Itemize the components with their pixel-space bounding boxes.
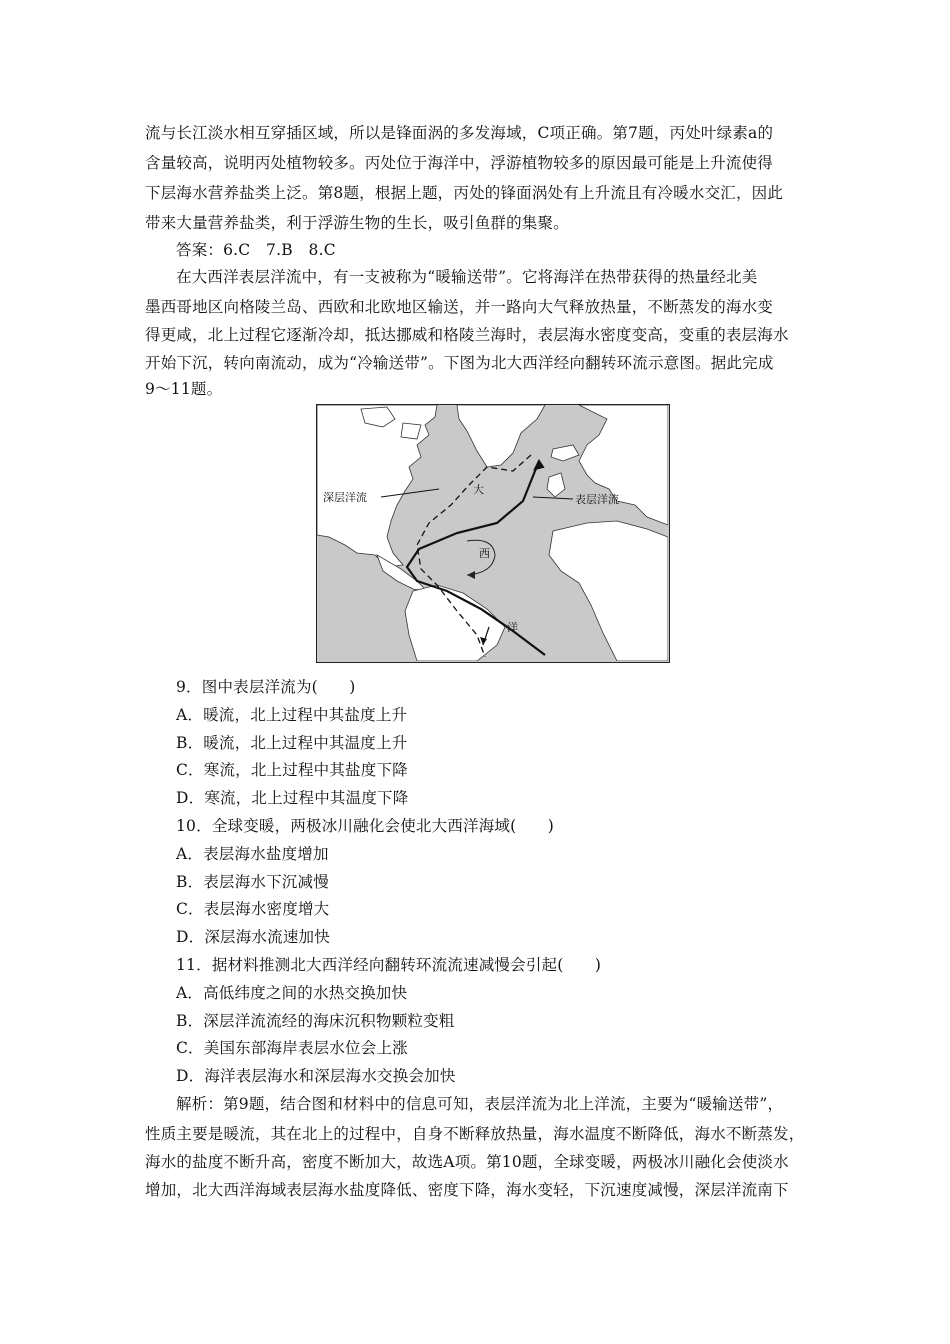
analysis-line: 性质主要是暖流，其在北上的过程中，自身不断释放热量，海水温度不断降低，海水不断蒸发， <box>145 1125 805 1143</box>
question-stem: 10．全球变暖，两极冰川融化会使北大西洋海域( ) <box>176 817 555 835</box>
option-item: B．表层海水下沉减慢 <box>176 873 329 891</box>
option-item: D．深层海水流速加快 <box>176 928 330 946</box>
option-item: C．寒流，北上过程中其盐度下降 <box>176 761 408 779</box>
analysis-line: 海水的盐度不断升高，密度不断加大，故选A项。第10题，全球变暖，两极冰川融化会使淡水 <box>145 1153 789 1171</box>
text-line: 带来大量营养盐类，利于浮游生物的生长，吸引鱼群的集聚。 <box>145 214 569 232</box>
material-line: 在大西洋表层洋流中，有一支被称为“暖输送带”。它将海洋在热带获得的热量经北美 <box>176 268 758 286</box>
ocean-label-da: 大 <box>473 483 484 496</box>
analysis-line: 增加，北大西洋海域表层海水盐度降低、密度下降，海水变轻，下沉速度减慢，深层洋流南下 <box>145 1181 789 1199</box>
option-item: B．深层洋流流经的海床沉积物颗粒变粗 <box>176 1012 455 1030</box>
atlantic-circulation-map <box>316 404 670 663</box>
analysis-line: 解析：第9题，结合图和材料中的信息可知，表层洋流为北上洋流，主要为“暖输送带”， <box>176 1095 784 1113</box>
text-line: 流与长江淡水相互穿插区域，所以是锋面涡的多发海域，C项正确。第7题，丙处叶绿素a的 <box>145 124 774 142</box>
ocean-label-yang: 洋 <box>507 621 518 634</box>
option-item: A．表层海水盐度增加 <box>176 845 329 863</box>
option-item: D．寒流，北上过程中其温度下降 <box>176 789 409 807</box>
surface-current-label: 表层洋流 <box>575 493 619 506</box>
option-item: A．暖流，北上过程中其盐度上升 <box>176 706 408 724</box>
text-line: 下层海水营养盐类上泛。第8题，根据上题，丙处的锋面涡处有上升流且有冷暖水交汇，因此 <box>145 184 784 202</box>
option-item: D．海洋表层海水和深层海水交换会加快 <box>176 1067 456 1085</box>
answer-line: 答案：6.C 7.B 8.C <box>176 241 336 259</box>
question-stem: 11．据材料推测北大西洋经向翻转环流流速减慢会引起( ) <box>176 956 602 974</box>
text-line: 含量较高，说明丙处植物较多。丙处位于海洋中，浮游植物较多的原因最可能是上升流使得 <box>145 154 774 172</box>
material-line: 得更咸，北上过程它逐渐冷却，抵达挪威和格陵兰海时，表层海水密度变高，变重的表层海水 <box>145 326 789 344</box>
material-line: 开始下沉，转向南流动，成为“冷输送带”。下图为北大西洋经向翻转环流示意图。据此完成 <box>145 354 774 372</box>
question-stem: 9．图中表层洋流为( ) <box>176 678 356 696</box>
option-item: C．美国东部海岸表层水位会上涨 <box>176 1039 408 1057</box>
europe-landmass <box>579 405 668 525</box>
ocean-label-xi: 西 <box>479 547 490 560</box>
greenland-landmass <box>457 405 545 467</box>
material-line: 墨西哥地区向格陵兰岛、西欧和北欧地区输送，并一路向大气释放热量，不断蒸发的海水变 <box>145 298 774 316</box>
material-line: 9～11题。 <box>145 380 223 398</box>
option-item: C．表层海水密度增大 <box>176 900 330 918</box>
africa-landmass <box>549 521 668 661</box>
option-item: A．高低纬度之间的水热交换加快 <box>176 984 408 1002</box>
option-item: B．暖流，北上过程中其温度上升 <box>176 734 408 752</box>
deep-current-label: 深层洋流 <box>323 491 367 504</box>
